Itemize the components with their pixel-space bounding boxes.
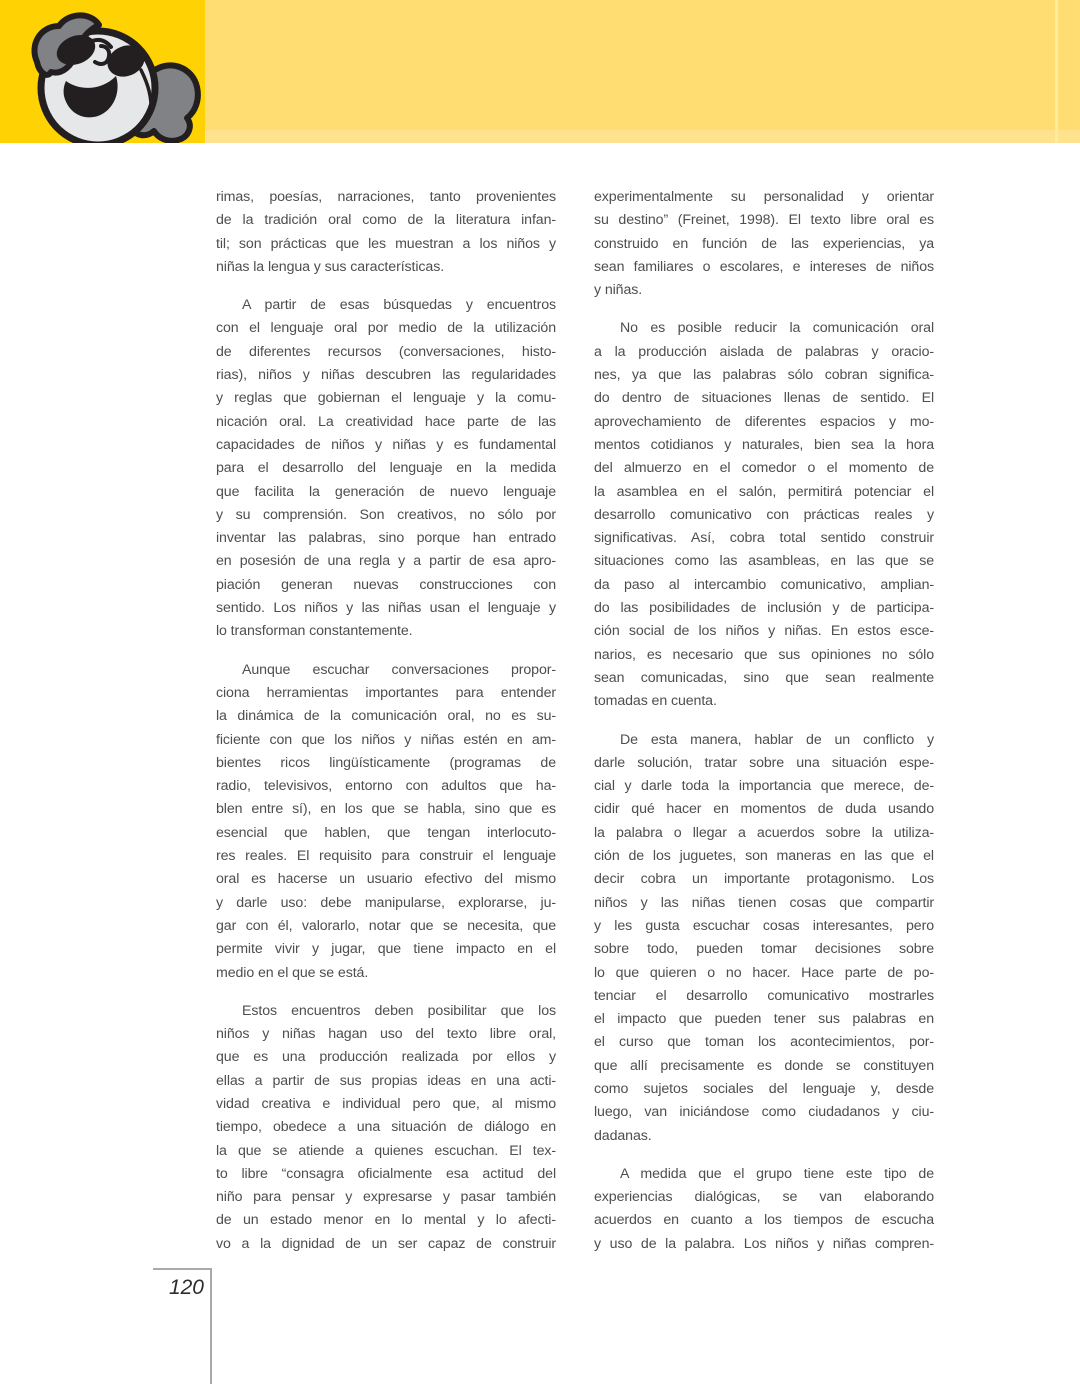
text-line: y reglas que gobiernan el lenguaje y la comu- xyxy=(216,390,556,407)
text-line: con el lenguaje oral por medio de la utilización xyxy=(216,320,556,337)
folio-rule-horizontal xyxy=(153,1268,212,1270)
paragraph xyxy=(594,1163,934,1256)
paragraph xyxy=(594,729,934,1148)
text-column-left xyxy=(216,186,556,1271)
band-accent-line xyxy=(1055,0,1058,143)
text-line: construido en función de las experiencias, ya xyxy=(594,235,934,252)
text-line: el curso que toman los acontecimientos, por- xyxy=(594,1034,934,1051)
text-line: Estos encuentros deben posibilitar que los xyxy=(242,1002,556,1019)
text-line: De esta manera, hablar de un conflicto y xyxy=(620,731,934,748)
text-column-right xyxy=(594,186,934,1271)
paragraph xyxy=(216,294,556,643)
logo-block xyxy=(0,0,205,143)
text-line: decir cobra un importante protagonismo. Los xyxy=(594,871,934,888)
text-line: piación generan nuevas construcciones con xyxy=(216,576,556,593)
paragraph xyxy=(594,317,934,713)
paragraph xyxy=(216,1000,556,1256)
text-line: nicación oral. La creatividad hace parte de las xyxy=(216,413,556,430)
text-line: de diferentes recursos (conversaciones, histo- xyxy=(216,343,556,360)
text-line: acuerdos en cuanto a los tiempos de escucha xyxy=(594,1212,934,1229)
text-line: mentos cotidianos y naturales, bien sea la hora xyxy=(594,436,934,453)
text-line: luego, van iniciándose como ciudadanos y ciu- xyxy=(594,1104,934,1121)
text-line: la dinámica de la comunicación oral, no es su- xyxy=(216,708,556,725)
text-line: blen entre sí), en los que se habla, sino que es xyxy=(216,801,556,818)
text-line: sean comunicadas, sino que sean realmente xyxy=(594,669,934,686)
text-line: radio, televisivos, entorno con adultos que ha- xyxy=(216,778,556,795)
text-line: que facilita la generación de nuevo lenguaje xyxy=(216,483,556,500)
text-line: la palabra o llegar a acuerdos sobre la utiliza- xyxy=(594,824,934,841)
text-line: de un estado menor en lo mental y lo afecti- xyxy=(216,1212,556,1229)
text-line: da paso al intercambio comunicativo, amplian- xyxy=(594,576,934,593)
text-line: en posesión de una regla y a partir de esa apro- xyxy=(216,553,556,570)
text-line: como sujetos sociales del lenguaje y, desde xyxy=(594,1080,934,1097)
text-line: permite vivir y jugar, que tiene impacto en el xyxy=(216,941,556,958)
text-line: y su comprensión. Son creativos, no sólo por xyxy=(216,506,556,523)
text-line: experimentalmente su personalidad y orientar xyxy=(594,189,934,205)
text-line: y uso de la palabra. Los niños y niñas compren- xyxy=(594,1235,934,1252)
text-line: ción de los juguetes, son maneras en las que el xyxy=(594,848,934,865)
text-line: a la producción aislada de palabras y oracio- xyxy=(594,343,934,360)
text-line: ficiente con que los niños y niñas estén en am- xyxy=(216,731,556,748)
text-line: situaciones como las asambleas, en las que se xyxy=(594,553,934,570)
text-line: oral es hacerse un usuario efectivo del mismo xyxy=(216,871,556,888)
text-line: cidir qué hacer en momentos de duda usando xyxy=(594,801,934,818)
text-line: ciona herramientas importantes para entender xyxy=(216,684,556,701)
text-line: vo a la dignidad de un ser capaz de construir xyxy=(216,1235,556,1252)
text-line: y les gusta escuchar cosas interesantes, pero xyxy=(594,917,934,934)
text-line: para el desarrollo del lenguaje en la medida xyxy=(216,460,556,477)
text-line: niñas la lengua y sus características. xyxy=(216,258,445,275)
text-line: til; son prácticas que les muestran a los niños y xyxy=(216,235,556,252)
text-line: sean familiares o escolares, e intereses de niños xyxy=(594,258,934,275)
text-line: capacidades de niños y niñas y es fundamental xyxy=(216,436,556,453)
text-line: la que se atiende a quienes escuchan. El tex- xyxy=(216,1142,556,1159)
text-line: tomadas en cuenta. xyxy=(594,693,717,710)
text-line: do las posibilidades de inclusión y de participa- xyxy=(594,600,934,617)
text-line: que allí precisamente es donde se constituyen xyxy=(594,1057,934,1074)
text-line: A partir de esas búsquedas y encuentros xyxy=(242,297,556,314)
text-line: experiencias dialógicas, se van elaborando xyxy=(594,1189,934,1206)
folio-rule-vertical xyxy=(210,1268,212,1384)
text-line: rimas, poesías, narraciones, tanto provenientes xyxy=(216,189,556,205)
text-line: tiempo, obedece a una situación de diálogo en xyxy=(216,1119,556,1136)
text-line: sentido. Los niños y las niñas usan el lenguaje y xyxy=(216,600,556,617)
text-line: y darle uso: debe manipularse, explorarse, ju- xyxy=(216,894,556,911)
text-line: cial y darle toda la importancia que merece, de- xyxy=(594,778,934,795)
text-line: vidad creativa e individual pero que, al mismo xyxy=(216,1095,556,1112)
text-line: to libre “consagra oficialmente esa actitud del xyxy=(216,1165,556,1182)
header-band xyxy=(0,0,1080,143)
text-line: que es una producción realizada por ellos y xyxy=(216,1049,556,1066)
text-line: desarrollo comunicativo con prácticas reales y xyxy=(594,506,934,523)
text-line: aprovechamiento de diferentes espacios y mo- xyxy=(594,413,934,430)
text-line: darle solución, tratar sobre una situación espe- xyxy=(594,754,934,771)
text-line: No es posible reducir la comunicación oral xyxy=(620,320,934,337)
text-line: significativas. Así, cobra total sentido construir xyxy=(594,530,934,547)
text-line: ellas a partir de sus propias ideas en una acti- xyxy=(216,1072,556,1089)
text-line: ción social de los niños y niñas. En estos esce- xyxy=(594,623,934,640)
text-line: el impacto que pueden tener sus palabras en xyxy=(594,1011,934,1028)
page-number: 120 xyxy=(168,1276,204,1299)
text-line: niños y las niñas tienen cosas que compartir xyxy=(594,894,934,911)
text-line: res reales. El requisito para construir el lenguaje xyxy=(216,848,556,865)
mascot-logo-icon xyxy=(0,0,205,143)
text-line: su destino” (Freinet, 1998). El texto libre oral es xyxy=(594,212,934,229)
text-line: esencial que hablen, que tengan interlocuto- xyxy=(216,824,556,841)
text-line: la asamblea en el salón, permitirá potenciar el xyxy=(594,483,934,500)
text-line: niños y niñas hagan uso del texto libre oral, xyxy=(216,1026,556,1043)
text-line: y niñas. xyxy=(594,282,643,299)
text-line: niño para pensar y expresarse y pasar también xyxy=(216,1189,556,1206)
paragraph xyxy=(216,659,556,985)
text-line: lo transforman constantemente. xyxy=(216,623,413,640)
paragraph xyxy=(594,186,934,302)
text-line: gar con él, valorarlo, notar que se necesita, que xyxy=(216,917,556,934)
text-line: medio en el que se está. xyxy=(216,964,369,981)
text-line: Aunque escuchar conversaciones propor- xyxy=(242,661,556,678)
text-line: do dentro de situaciones llenas de sentido. El xyxy=(594,390,934,407)
text-line: nes, ya que las palabras sólo cobran significa- xyxy=(594,367,934,384)
text-line: de la tradición oral como de la literatura infan- xyxy=(216,212,556,229)
text-line: bientes ricos lingüísticamente (programas de xyxy=(216,754,556,771)
band-bottom-strip xyxy=(205,130,1080,143)
text-line: tenciar el desarrollo comunicativo mostrarles xyxy=(594,987,934,1004)
paragraph xyxy=(216,186,556,279)
text-line: rias), niños y niñas descubren las regularidades xyxy=(216,367,556,384)
text-line: A medida que el grupo tiene este tipo de xyxy=(620,1165,934,1182)
text-line: dadanas. xyxy=(594,1127,652,1144)
text-line: sobre todo, pueden tomar decisiones sobre xyxy=(594,941,934,958)
text-line: inventar las palabras, sino porque han entrado xyxy=(216,530,556,547)
text-line: lo que quieren o no hacer. Hace parte de po- xyxy=(594,964,934,981)
text-line: narios, es necesario que sus opiniones no sólo xyxy=(594,646,934,663)
text-line: del almuerzo en el comedor o el momento de xyxy=(594,460,934,477)
